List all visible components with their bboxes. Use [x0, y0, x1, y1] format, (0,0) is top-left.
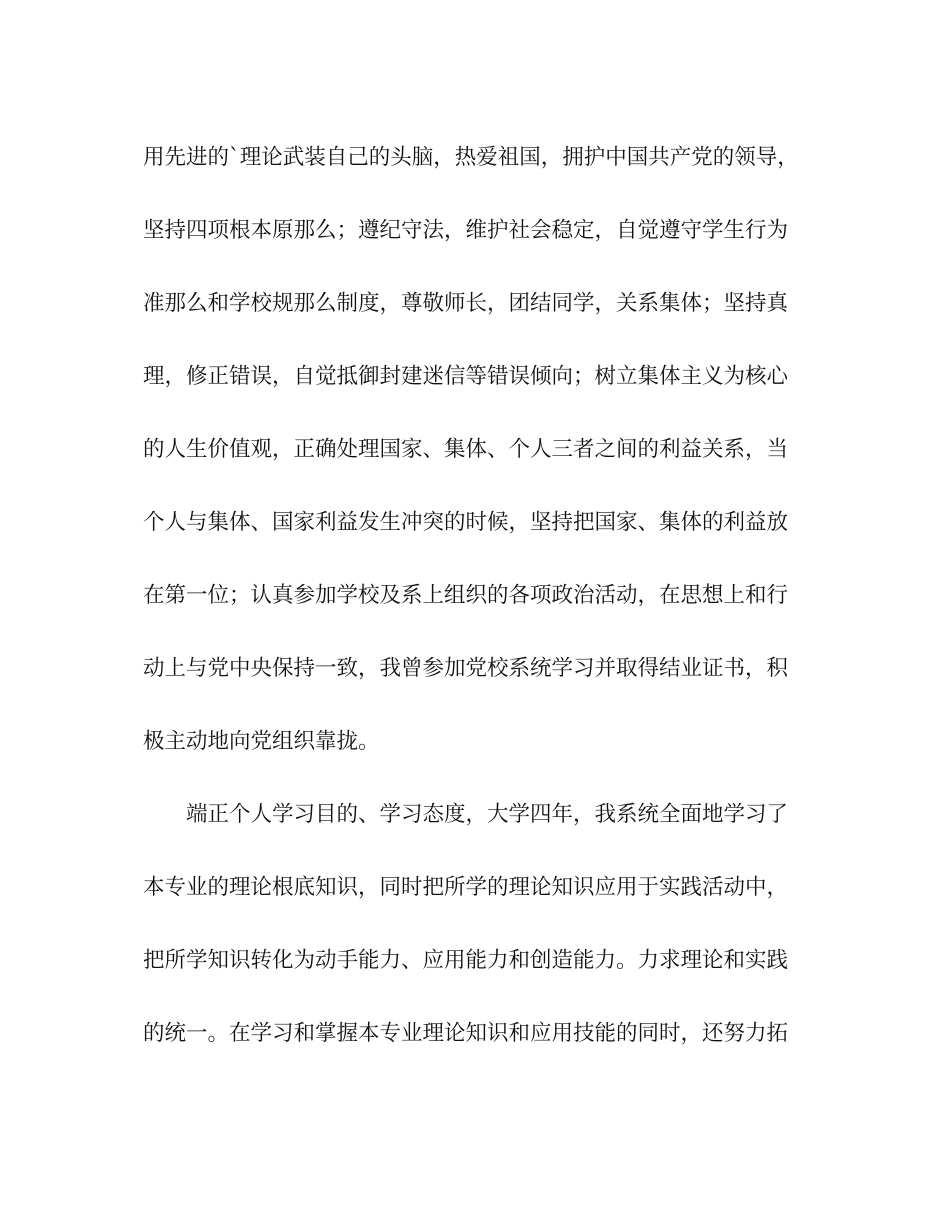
text-line: 动上与党中央保持一致，我曾参加党校系统学习并取得结业证书，积: [143, 656, 789, 681]
text-line: 在第一位；认真参加学校及系上组织的各项政治活动，在思想上和行: [143, 583, 789, 608]
text-line: 用先进的`理论武装自己的头脑，热爱祖国，拥护中国共产党的领导，: [143, 145, 799, 170]
text-line: 的人生价值观，正确处理国家、集体、个人三者之间的利益关系，当: [143, 437, 789, 462]
text-line: 的统一。在学习和掌握本专业理论知识和应用技能的同时，还努力拓: [143, 1021, 789, 1046]
text-line: 端正个人学习目的、学习态度，大学四年，我系统全面地学习了: [143, 802, 789, 827]
text-line: 坚持四项根本原那么；遵纪守法，维护社会稳定，自觉遵守学生行为: [143, 218, 789, 243]
text-line: 极主动地向党组织靠拢。: [143, 729, 380, 754]
text-line: 把所学知识转化为动手能力、应用能力和创造能力。力求理论和实践: [143, 948, 789, 973]
body-text: [143, 138, 803, 1087]
text-line: 本专业的理论根底知识，同时把所学的理论知识应用于实践活动中，: [143, 875, 789, 900]
text-line: 个人与集体、国家利益发生冲突的时候，坚持把国家、集体的利益放: [143, 510, 789, 535]
text-line: 准那么和学校规那么制度，尊敬师长，团结同学，关系集体；坚持真: [143, 291, 789, 316]
text-line: 理，修正错误，自觉抵御封建迷信等错误倾向；树立集体主义为核心: [143, 364, 789, 389]
